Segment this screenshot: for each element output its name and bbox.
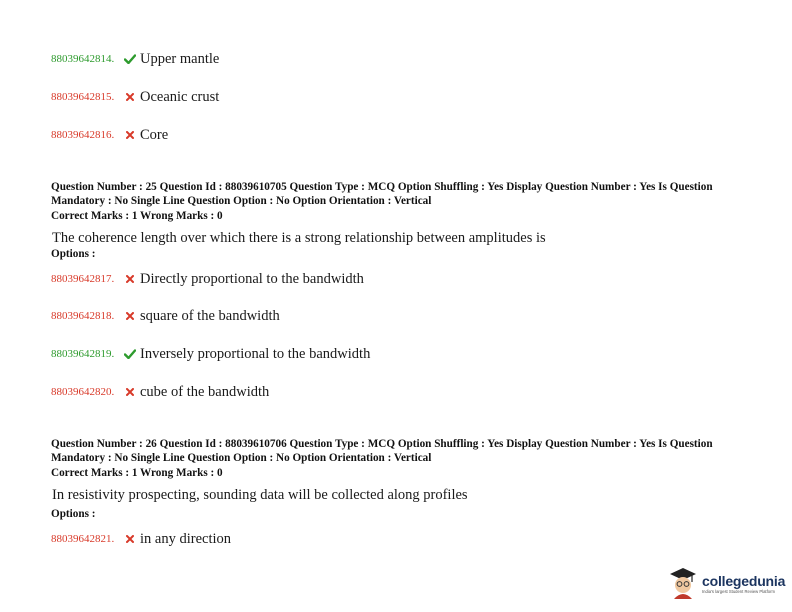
option-text: in any direction <box>140 530 232 547</box>
option-id: 88039642820. <box>51 386 115 398</box>
option-id: 88039642816. <box>51 129 115 141</box>
option-id: 88039642814. <box>51 53 115 65</box>
option-id: 88039642818. <box>51 310 115 322</box>
collegedunia-logo <box>668 565 788 603</box>
option-id: 88039642815. <box>51 91 115 103</box>
option-id: 88039642821. <box>51 533 115 545</box>
check-icon <box>123 349 137 359</box>
option-row <box>51 49 219 69</box>
logo-tagline: India's largest Student Review Platform <box>702 588 775 594</box>
option-text: Upper mantle <box>140 50 220 67</box>
option-text: Oceanic crust <box>140 88 220 105</box>
cross-icon <box>123 535 137 543</box>
options-label: Options : <box>51 508 96 520</box>
option-row <box>51 306 280 326</box>
option-row <box>51 87 219 107</box>
cross-icon <box>123 93 137 101</box>
options-label: Options : <box>51 248 96 260</box>
option-text: Inversely proportional to the bandwidth <box>140 345 371 362</box>
question-text: The coherence length over which there is a strong relationship between amplitudes is <box>52 230 546 246</box>
option-row <box>51 269 364 289</box>
option-text: Core <box>140 126 169 143</box>
option-row <box>51 125 168 145</box>
question-text: In resistivity prospecting, sounding data will be collected along profiles <box>52 487 468 503</box>
option-text: cube of the bandwidth <box>140 383 270 400</box>
question-marks: Correct Marks : 1 Wrong Marks : 0 <box>51 467 223 479</box>
option-row <box>51 344 370 364</box>
check-icon <box>123 54 137 64</box>
cross-icon <box>123 388 137 396</box>
option-row <box>51 382 269 402</box>
logo-name: collegedunia <box>702 572 786 589</box>
question-header: Question Number : 25 Question Id : 88039610705 Question Type : MCQ Option Shuffling : Yes Display Question Number : Yes Is Question Mandatory : No Single Line Question Option : No Option Orientation : Vertical <box>51 181 713 207</box>
question-marks: Correct Marks : 1 Wrong Marks : 0 <box>51 210 223 222</box>
cross-icon <box>123 131 137 139</box>
option-row <box>51 529 231 549</box>
option-id: 88039642819. <box>51 348 115 360</box>
graduate-mascot-icon <box>668 565 698 604</box>
option-text: square of the bandwidth <box>140 307 280 324</box>
cross-icon <box>123 275 137 283</box>
option-id: 88039642817. <box>51 273 115 285</box>
question-header: Question Number : 26 Question Id : 88039610706 Question Type : MCQ Option Shuffling : Yes Display Question Number : Yes Is Question Mandatory : No Single Line Question Option : No Option Orientation : Vertical <box>51 438 713 464</box>
option-text: Directly proportional to the bandwidth <box>140 270 364 287</box>
cross-icon <box>123 312 137 320</box>
